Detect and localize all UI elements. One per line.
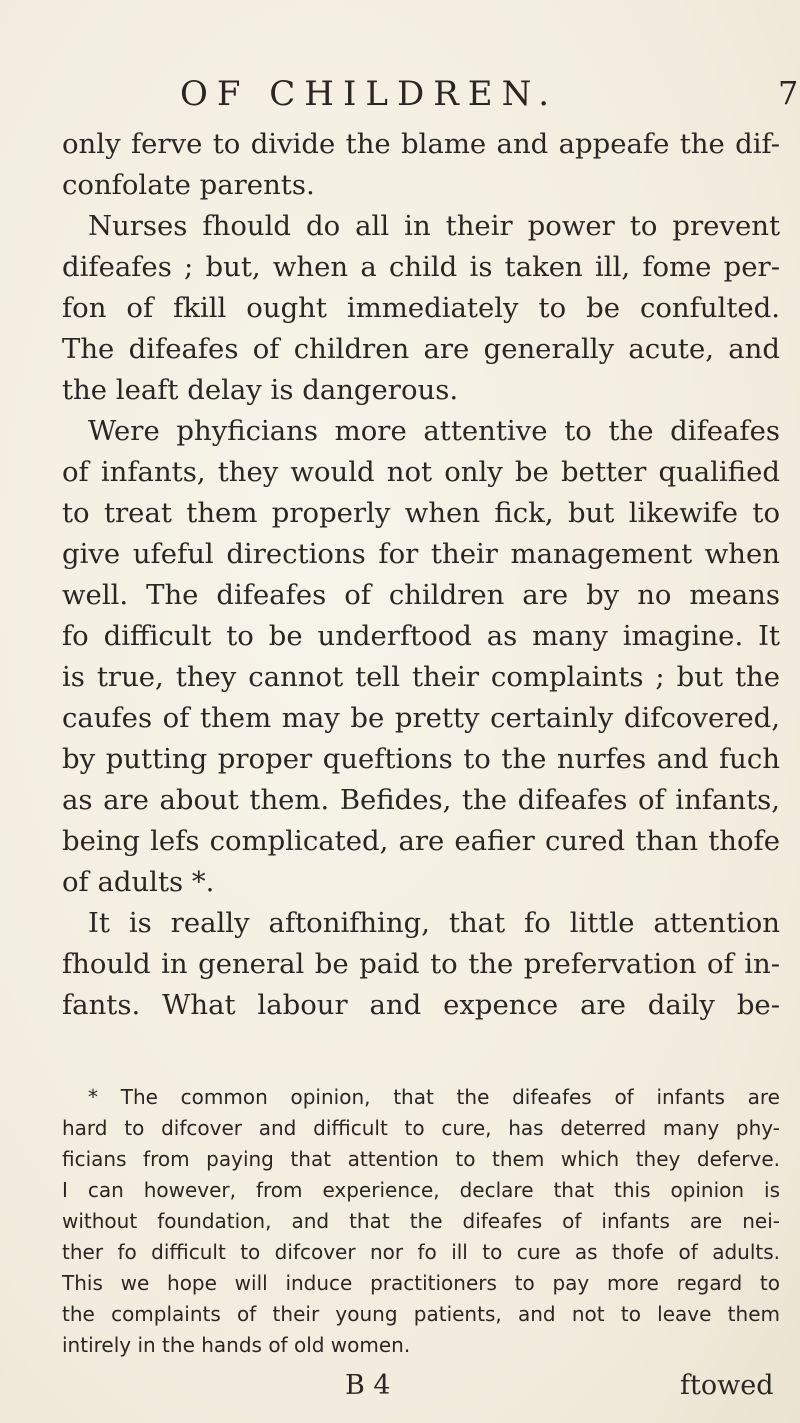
body-line: is true, they cannot tell their complaints ; but the [62,661,780,693]
body-line: the leaft delay is dangerous. [62,374,459,406]
body-line: It is really aftonifhing, that fo little attention [88,907,780,939]
body-line: only ferve to divide the blame and appeafe the dif- [62,128,780,160]
body-line: caufes of them may be pretty certainly difcovered, [62,702,780,734]
running-head: OF CHILDREN. [180,74,559,114]
body-line: well. The difeafes of children are by no means [62,579,780,611]
footnote [62,1082,780,1361]
catchword: ftowed [680,1370,774,1401]
footnote-line: the complaints of their young patients, and not to leave them [62,1302,780,1326]
footnote-line: ficians from paying that attention to them which they deferve. [62,1147,780,1171]
signature-mark: B 4 [345,1370,391,1401]
page-number: 7 [778,74,799,112]
body-line: of adults *. [62,866,215,898]
body-line: fhould in general be paid to the prefervation of in- [62,948,780,980]
body-line: of infants, they would not only be better qualified [62,456,780,488]
body-line: confolate parents. [62,169,315,201]
page-footer [0,1370,800,1410]
body-line: to treat them properly when fick, but likewife to [62,497,780,529]
body-text [62,124,780,1026]
body-line: fo difficult to be underftood as many imagine. It [62,620,780,652]
body-line: The difeafes of children are generally acute, and [62,333,780,365]
footnote-line: This we hope will induce practitioners to pay more regard to [62,1271,780,1295]
body-line: fon of fkill ought immediately to be confulted. [62,292,780,324]
footnote-line: * The common opinion, that the difeafes of infants are [88,1085,780,1109]
body-line: being lefs complicated, are eafier cured than thofe [62,825,780,857]
body-line: fants. What labour and expence are daily be- [62,989,780,1021]
body-line: as are about them. Befides, the difeafes of infants, [62,784,780,816]
footnote-line: ther fo difficult to difcover nor fo ill to cure as thofe of adults. [62,1240,780,1264]
body-line: Nurses fhould do all in their power to prevent [88,210,780,242]
footnote-line: intirely in the hands of old women. [62,1333,411,1357]
footnote-line: without foundation, and that the difeafes of infants are nei- [62,1209,780,1233]
body-line: by putting proper queftions to the nurfes and fuch [62,743,780,775]
footnote-line: hard to difcover and difficult to cure, has deterred many phy- [62,1116,780,1140]
body-line: give ufeful directions for their management when [62,538,780,570]
page-header [0,74,800,118]
body-line: Were phyficians more attentive to the difeafes [88,415,780,447]
body-line: difeafes ; but, when a child is taken ill, fome per- [62,251,780,283]
footnote-line: I can however, from experience, declare that this opinion is [62,1178,780,1202]
